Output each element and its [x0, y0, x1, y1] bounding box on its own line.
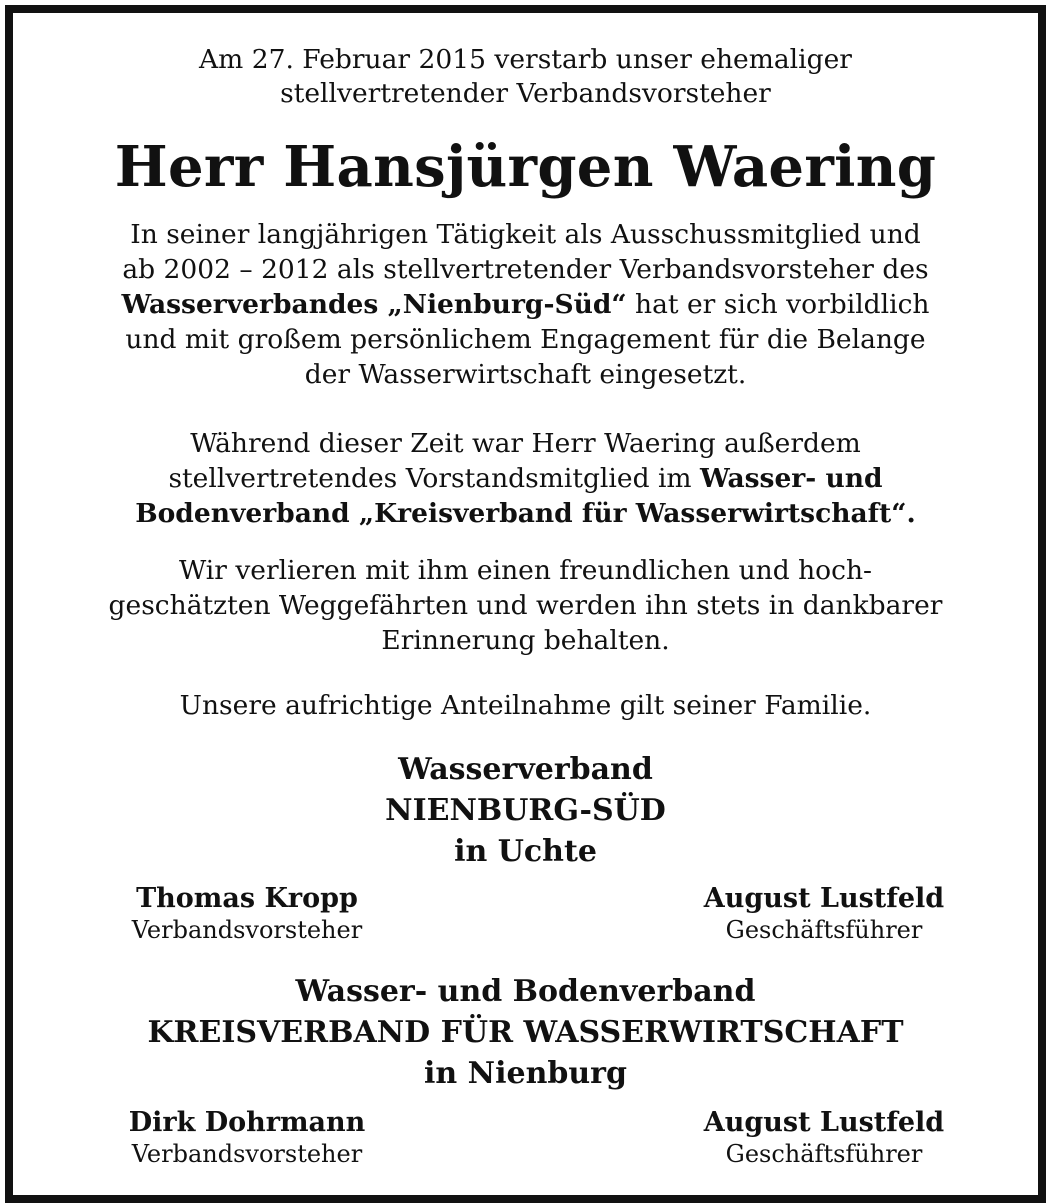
paragraph-tenure-line-3-rest: hat er sich vorbildlich: [626, 289, 930, 320]
paragraph-tenure-line-4: und mit großem persönlichem Engagement für die Belange: [125, 324, 926, 355]
paragraph-board-line-2-bold: Wasser- und: [699, 463, 883, 494]
paragraph-board: [13, 426, 1038, 531]
organization-1-line-3: in Uchte: [454, 834, 597, 869]
paragraph-board-line-2: [13, 461, 1038, 496]
signatory-role: Verbandsvorsteher: [131, 1140, 363, 1168]
paragraph-tenure: [13, 217, 1038, 392]
signatory-name: Thomas Kropp: [136, 883, 358, 914]
intro-line-2: stellvertretender Verbandsvorsteher: [280, 78, 771, 109]
paragraph-condolence: Unsere aufrichtige Anteilnahme gilt seiner Familie.: [179, 690, 872, 721]
signatory-name: August Lustfeld: [703, 883, 945, 914]
organization-2-line-3: in Nienburg: [424, 1056, 627, 1091]
paragraph-board-line-3-bold: Bodenverband „Kreisverband für Wasserwirtschaft“.: [135, 498, 916, 529]
intro-text: [13, 43, 1038, 111]
organization-1-name: [13, 749, 1038, 872]
obituary-frame: [5, 5, 1046, 1203]
paragraph-board-line-3: [13, 496, 1038, 531]
org1-signatory-right: [654, 883, 994, 945]
paragraph-farewell-line-2: geschätzten Weggefährten und werden ihn stets in dankbarer: [108, 590, 943, 621]
signatory-name: Dirk Dohrmann: [128, 1107, 366, 1138]
organization-2-line-1: Wasser- und Bodenverband: [295, 974, 756, 1009]
paragraph-farewell-line-1: Wir verlieren mit ihm einen freundlichen und hoch-: [179, 555, 872, 586]
organization-1-line-1: Wasserverband: [398, 752, 653, 787]
paragraph-tenure-line-2: ab 2002 – 2012 als stellvertretender Verbandsvorsteher des: [122, 254, 929, 285]
signatory-role: Geschäftsführer: [725, 1140, 923, 1168]
paragraph-tenure-line-1: In seiner langjährigen Tätigkeit als Ausschussmitglied und: [130, 219, 921, 250]
deceased-name: Herr Hansjürgen Waering: [114, 134, 937, 200]
signatory-role: Geschäftsführer: [725, 916, 923, 944]
paragraph-farewell-line-3: Erinnerung behalten.: [381, 625, 670, 656]
paragraph-tenure-line-3: [13, 287, 1038, 322]
org2-signatory-right: [654, 1107, 994, 1169]
organization-1-line-2: NIENBURG-SÜD: [385, 793, 666, 828]
signatory-name: August Lustfeld: [703, 1107, 945, 1138]
paragraph-farewell: [13, 553, 1038, 658]
intro-line-1: Am 27. Februar 2015 verstarb unser ehemaliger: [199, 44, 852, 75]
organization-2-name: [13, 971, 1038, 1094]
association-name-bold: Wasserverbandes „Nienburg-Süd“: [121, 289, 627, 320]
org2-signatory-left: [77, 1107, 417, 1169]
organization-2-line-2: KREISVERBAND FÜR WASSERWIRTSCHAFT: [147, 1015, 904, 1050]
signatory-role: Verbandsvorsteher: [131, 916, 363, 944]
paragraph-board-line-1: Während dieser Zeit war Herr Waering außerdem: [190, 428, 861, 459]
paragraph-tenure-line-5: der Wasserwirtschaft eingesetzt.: [304, 359, 747, 390]
paragraph-board-line-2-plain: stellvertretendes Vorstandsmitglied im: [168, 463, 700, 494]
org1-signatory-left: [77, 883, 417, 945]
